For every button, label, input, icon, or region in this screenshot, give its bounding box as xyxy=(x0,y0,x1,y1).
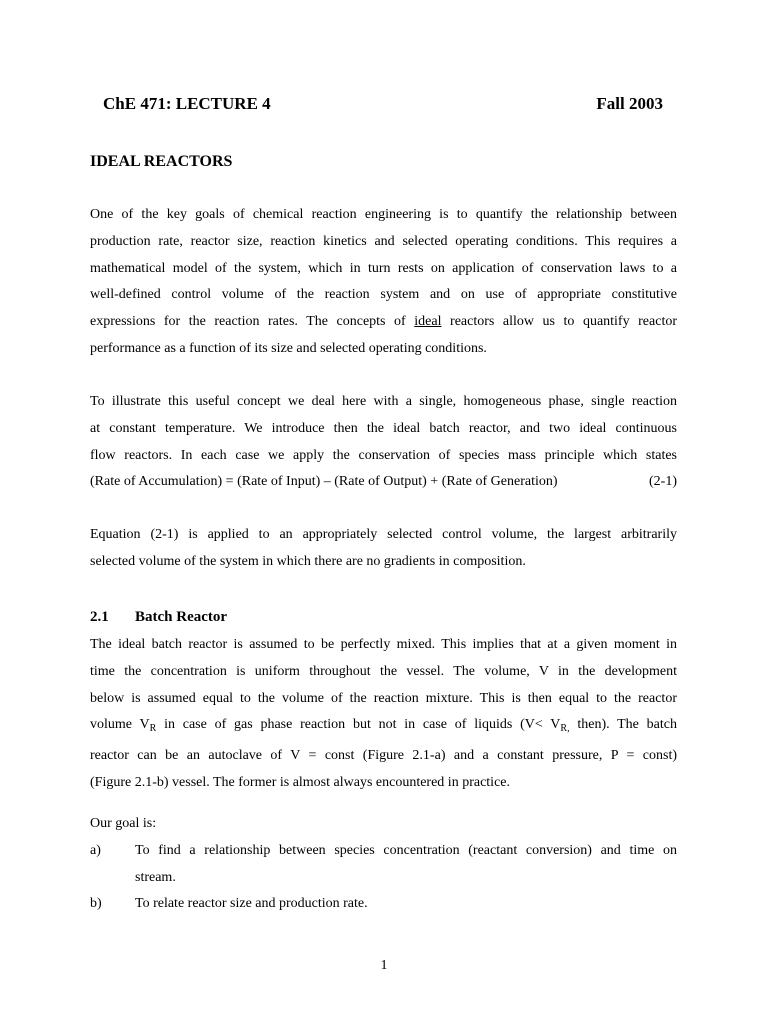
equation-number: (2-1) xyxy=(649,474,677,490)
equation-line xyxy=(90,469,677,496)
paragraph-control-volume xyxy=(90,522,677,576)
text-line: (Figure 2.1-b) vessel. The former is almost always encountered in practice. xyxy=(90,774,510,790)
section-title: IDEAL REACTORS xyxy=(90,153,233,170)
text-line: time the concentration is uniform throughout the vessel. The volume, V in the development xyxy=(90,663,677,679)
text-line: performance as a function of its size and selected operating conditions. xyxy=(90,340,487,356)
subscript: R xyxy=(149,723,157,735)
term-label: Fall 2003 xyxy=(596,94,663,113)
text-line: at constant temperature. We introduce then the ideal batch reactor, and two ideal continuous xyxy=(90,420,677,436)
text-line: One of the key goals of chemical reaction engineering is to quantify the relationship between xyxy=(90,207,677,222)
text-line: well-defined control volume of the reaction system and on use of appropriate constitutive xyxy=(90,287,677,303)
text-line: selected volume of the system in which there are no gradients in composition. xyxy=(90,553,526,569)
text-fragment: volume V xyxy=(90,717,150,733)
text-line: production rate, reactor size, reaction kinetics and selected operating conditions. This requires a xyxy=(90,233,677,249)
list-item xyxy=(90,891,677,918)
subsection-number: 2.1 xyxy=(90,609,109,625)
subsection-title: Batch Reactor xyxy=(135,609,228,625)
text-line: flow reactors. In each case we apply the conservation of species mass principle which states xyxy=(90,447,677,463)
page-header xyxy=(103,94,663,114)
paragraph-batch-reactor xyxy=(90,632,677,797)
subsection-heading xyxy=(90,607,227,627)
text-line: mathematical model of the system, which in turn rests on application of conservation laws to a xyxy=(90,260,677,276)
text-line xyxy=(90,309,677,336)
text-line: The ideal batch reactor is assumed to be perfectly mixed. This implies that at a given moment in xyxy=(90,637,677,652)
text-fragment: reactors allow us to quantify reactor xyxy=(441,314,677,330)
list-item xyxy=(90,838,677,892)
text-line: reactor can be an autoclave of V = const (Figure 2.1-a) and a constant pressure, P = const) xyxy=(90,748,677,764)
text-line: Our goal is: xyxy=(90,816,157,831)
text-line: Equation (2-1) is applied to an appropriately selected control volume, the largest arbitrarily xyxy=(90,527,677,542)
paragraph-concept xyxy=(90,389,677,496)
text-line xyxy=(90,712,677,743)
text-line: To find a relationship between species concentration (reactant conversion) and time on xyxy=(135,843,677,858)
page-number: 1 xyxy=(380,958,388,973)
text-fragment: in case of gas phase reaction but not in case of liquids (V< V xyxy=(156,717,561,733)
text-line: To relate reactor size and production rate. xyxy=(135,896,368,911)
equation: (Rate of Accumulation) = (Rate of Input) – (Rate of Output) + (Rate of Generation) xyxy=(90,474,558,490)
goal-intro xyxy=(90,811,677,838)
text-fragment: expressions for the reaction rates. The concepts of xyxy=(90,314,415,330)
text-line: below is assumed equal to the volume of the reaction mixture. This is then equal to the reactor xyxy=(90,690,677,706)
list-label: a) xyxy=(90,843,101,858)
list-label: b) xyxy=(90,896,102,911)
course-lecture-title: ChE 471: LECTURE 4 xyxy=(103,94,271,113)
paragraph-intro xyxy=(90,202,677,363)
text-line: To illustrate this useful concept we deal here with a single, homogeneous phase, single reaction xyxy=(90,394,677,409)
text-line: stream. xyxy=(135,869,176,885)
subscript: R, xyxy=(560,723,570,735)
text-fragment: then). The batch xyxy=(569,717,677,733)
emphasis-ideal: ideal xyxy=(414,314,442,330)
